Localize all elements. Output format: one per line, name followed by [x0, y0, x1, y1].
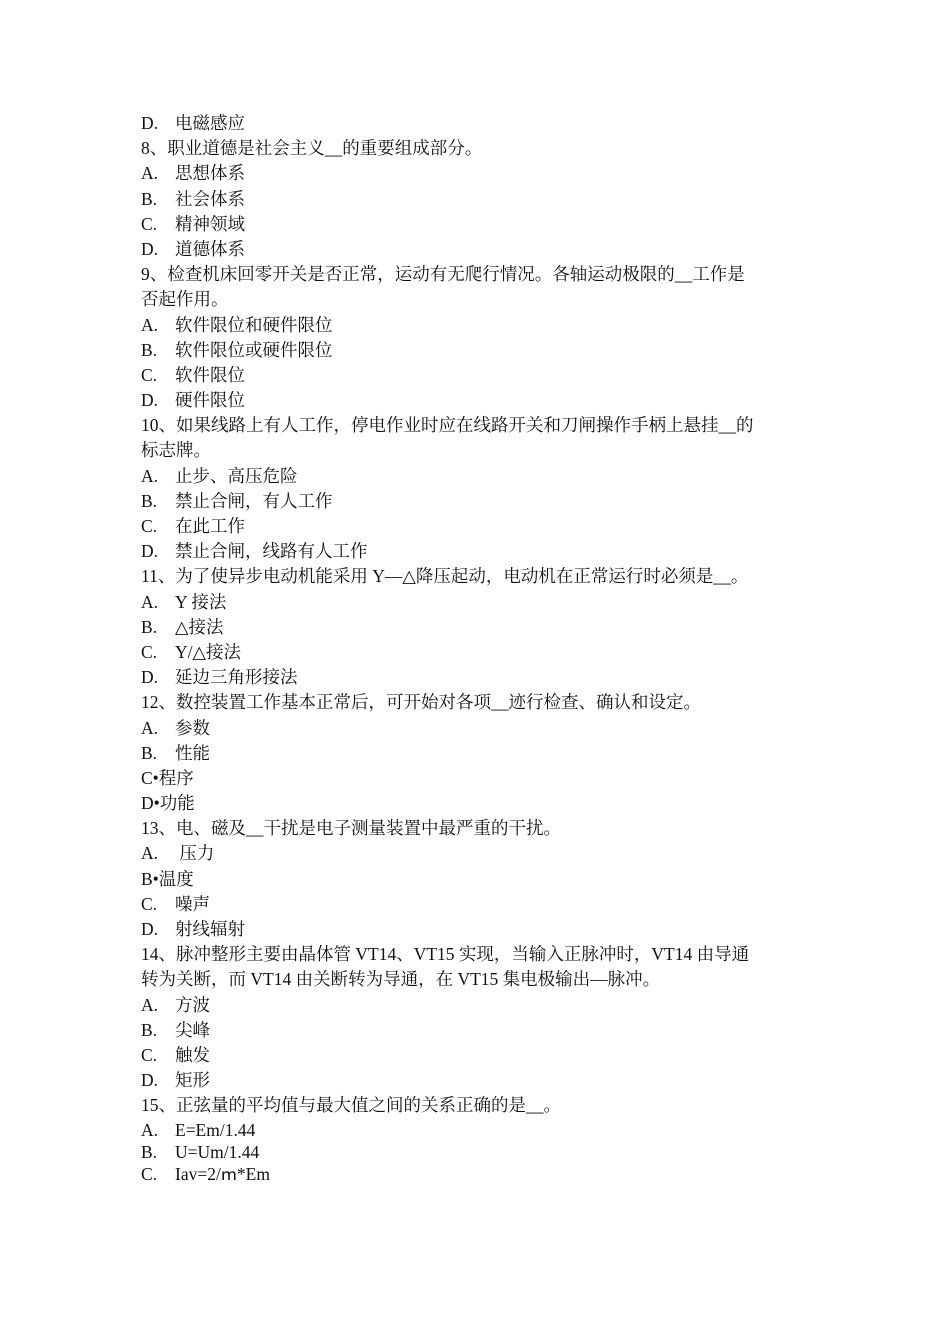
- option-text: 参数: [175, 717, 210, 738]
- question-line: [141, 791, 821, 816]
- option-key: B.: [141, 490, 158, 511]
- question-text: 10、如果线路上有人工作，停电作业时应在线路开关和刀闸操作手柄上悬挂__的: [141, 415, 754, 436]
- option-text: 软件限位和硬件限位: [175, 314, 333, 335]
- option-line: [141, 161, 821, 186]
- option-key: C.: [141, 1044, 158, 1065]
- question-text: 11、为了使异步电动机能采用 Y—△降压起动，电动机在正常运行时必须是__。: [141, 566, 749, 587]
- option-line: [141, 212, 821, 237]
- option-text: 禁止合闸，线路有人工作: [175, 541, 368, 562]
- option-line: [141, 187, 821, 212]
- question-text: 15、正弦量的平均值与最大值之间的关系正确的是__。: [141, 1095, 561, 1116]
- option-text: E=Em/1.44: [175, 1119, 256, 1140]
- question-text: 8、职业道德是社会主义__的重要组成部分。: [141, 138, 483, 159]
- option-text: Y 接法: [175, 591, 227, 612]
- question-line: [141, 816, 821, 841]
- option-line: [141, 1119, 821, 1141]
- option-key: A.: [141, 314, 159, 335]
- option-line: [141, 615, 821, 640]
- option-line: [141, 1141, 821, 1163]
- option-text: 思想体系: [175, 163, 245, 184]
- option-text: 软件限位或硬件限位: [175, 339, 333, 360]
- option-key: D.: [141, 541, 159, 562]
- option-key: D.: [141, 667, 159, 688]
- option-line: [141, 917, 821, 942]
- option-text: 射线辐射: [175, 919, 245, 939]
- question-line: [141, 690, 821, 715]
- option-text: 延边三角形接法: [175, 667, 298, 688]
- option-line: [141, 716, 821, 741]
- option-text: 矩形: [175, 1070, 210, 1091]
- option-key: A.: [141, 1119, 159, 1140]
- question-line: [141, 136, 821, 161]
- option-key: B.: [141, 188, 158, 209]
- question-line: [141, 262, 821, 287]
- option-line: [141, 338, 821, 363]
- option-text: Iav=2/ՠ*Em: [175, 1163, 270, 1184]
- option-line: [141, 841, 821, 866]
- option-key: A.: [141, 163, 159, 184]
- option-key: D.: [141, 390, 159, 411]
- question-text: 否起作用。: [141, 289, 229, 310]
- option-line: [141, 1043, 821, 1068]
- option-key: A.: [141, 717, 159, 738]
- option-text: 压力: [175, 843, 215, 864]
- option-text: Y/△接法: [175, 641, 241, 662]
- option-text: 噪声: [175, 893, 210, 914]
- option-text: 触发: [175, 1044, 210, 1065]
- option-line: [141, 640, 821, 665]
- question-text: C•程序: [141, 767, 194, 788]
- option-key: D.: [141, 1070, 159, 1091]
- question-line: [141, 287, 821, 312]
- option-line: [141, 489, 821, 514]
- option-key: A.: [141, 465, 159, 486]
- option-text: U=Um/1.44: [175, 1141, 260, 1162]
- option-text: 社会体系: [175, 188, 245, 209]
- question-text: 14、脉冲整形主要由晶体管 VT14、VT15 实现，当输入正脉冲时，VT14 由导通: [141, 944, 750, 965]
- option-key: C.: [141, 213, 158, 234]
- option-line: [141, 1163, 821, 1185]
- option-line: [141, 590, 821, 615]
- question-15-options: [141, 1119, 821, 1185]
- option-text: 禁止合闸，有人工作: [175, 490, 333, 511]
- option-text: △接法: [175, 616, 224, 637]
- option-key: B.: [141, 1019, 158, 1040]
- option-line: [141, 539, 821, 564]
- question-line: [141, 564, 821, 589]
- option-line: [141, 464, 821, 489]
- option-key: B.: [141, 339, 158, 360]
- option-key: D.: [141, 113, 159, 133]
- option-text: 精神领域: [175, 213, 245, 234]
- option-line: [141, 111, 821, 136]
- option-key: B.: [141, 1141, 158, 1162]
- question-text: 9、检查机床回零开关是否正常，运动有无爬行情况。各轴运动极限的__工作是: [141, 264, 745, 285]
- option-text: 软件限位: [175, 364, 245, 385]
- option-key: A.: [141, 591, 159, 612]
- option-key: C.: [141, 516, 158, 536]
- question-text: B•温度: [141, 868, 194, 889]
- option-line: [141, 237, 821, 262]
- option-text: 止步、高压危险: [175, 465, 298, 486]
- option-key: C.: [141, 1163, 158, 1184]
- question-text: 13、电、磁及__干扰是电子测量装置中最严重的干扰。: [141, 818, 561, 839]
- document-body: [141, 111, 821, 1185]
- option-key: A.: [141, 843, 159, 864]
- option-line: [141, 1018, 821, 1043]
- option-line: [141, 363, 821, 388]
- question-line: [141, 766, 821, 791]
- option-key: C.: [141, 641, 158, 662]
- option-text: 尖峰: [175, 1019, 210, 1040]
- question-text: 转为关断，而 VT14 由关断转为导通，在 VT15 集电极输出—脉冲。: [141, 969, 661, 990]
- question-line: [141, 867, 821, 892]
- option-line: [141, 388, 821, 413]
- question-text: 12、数控装置工作基本正常后，可开始对各项__迹行检查、确认和设定。: [141, 692, 701, 713]
- option-line: [141, 665, 821, 690]
- option-key: B.: [141, 742, 158, 763]
- option-key: D.: [141, 919, 159, 939]
- question-line: [141, 438, 821, 463]
- option-text: 道德体系: [175, 238, 245, 259]
- option-line: [141, 993, 821, 1018]
- option-text: 性能: [175, 742, 210, 763]
- option-key: C.: [141, 364, 158, 385]
- option-line: [141, 514, 821, 539]
- question-text: D•功能: [141, 793, 195, 814]
- question-line: [141, 967, 821, 992]
- option-key: A.: [141, 994, 159, 1015]
- option-text: 电磁感应: [175, 113, 245, 133]
- option-key: D.: [141, 238, 159, 259]
- option-line: [141, 1068, 821, 1093]
- question-text: 标志牌。: [141, 440, 211, 461]
- option-key: C.: [141, 893, 158, 914]
- option-line: [141, 313, 821, 338]
- question-line: [141, 413, 821, 438]
- option-text: 在此工作: [175, 516, 245, 536]
- option-line: [141, 741, 821, 766]
- option-line: [141, 892, 821, 917]
- question-line: [141, 1093, 821, 1118]
- question-line: [141, 942, 821, 967]
- option-text: 方波: [175, 994, 210, 1015]
- question-list: [141, 111, 821, 1119]
- option-text: 硬件限位: [175, 390, 245, 411]
- option-key: B.: [141, 616, 158, 637]
